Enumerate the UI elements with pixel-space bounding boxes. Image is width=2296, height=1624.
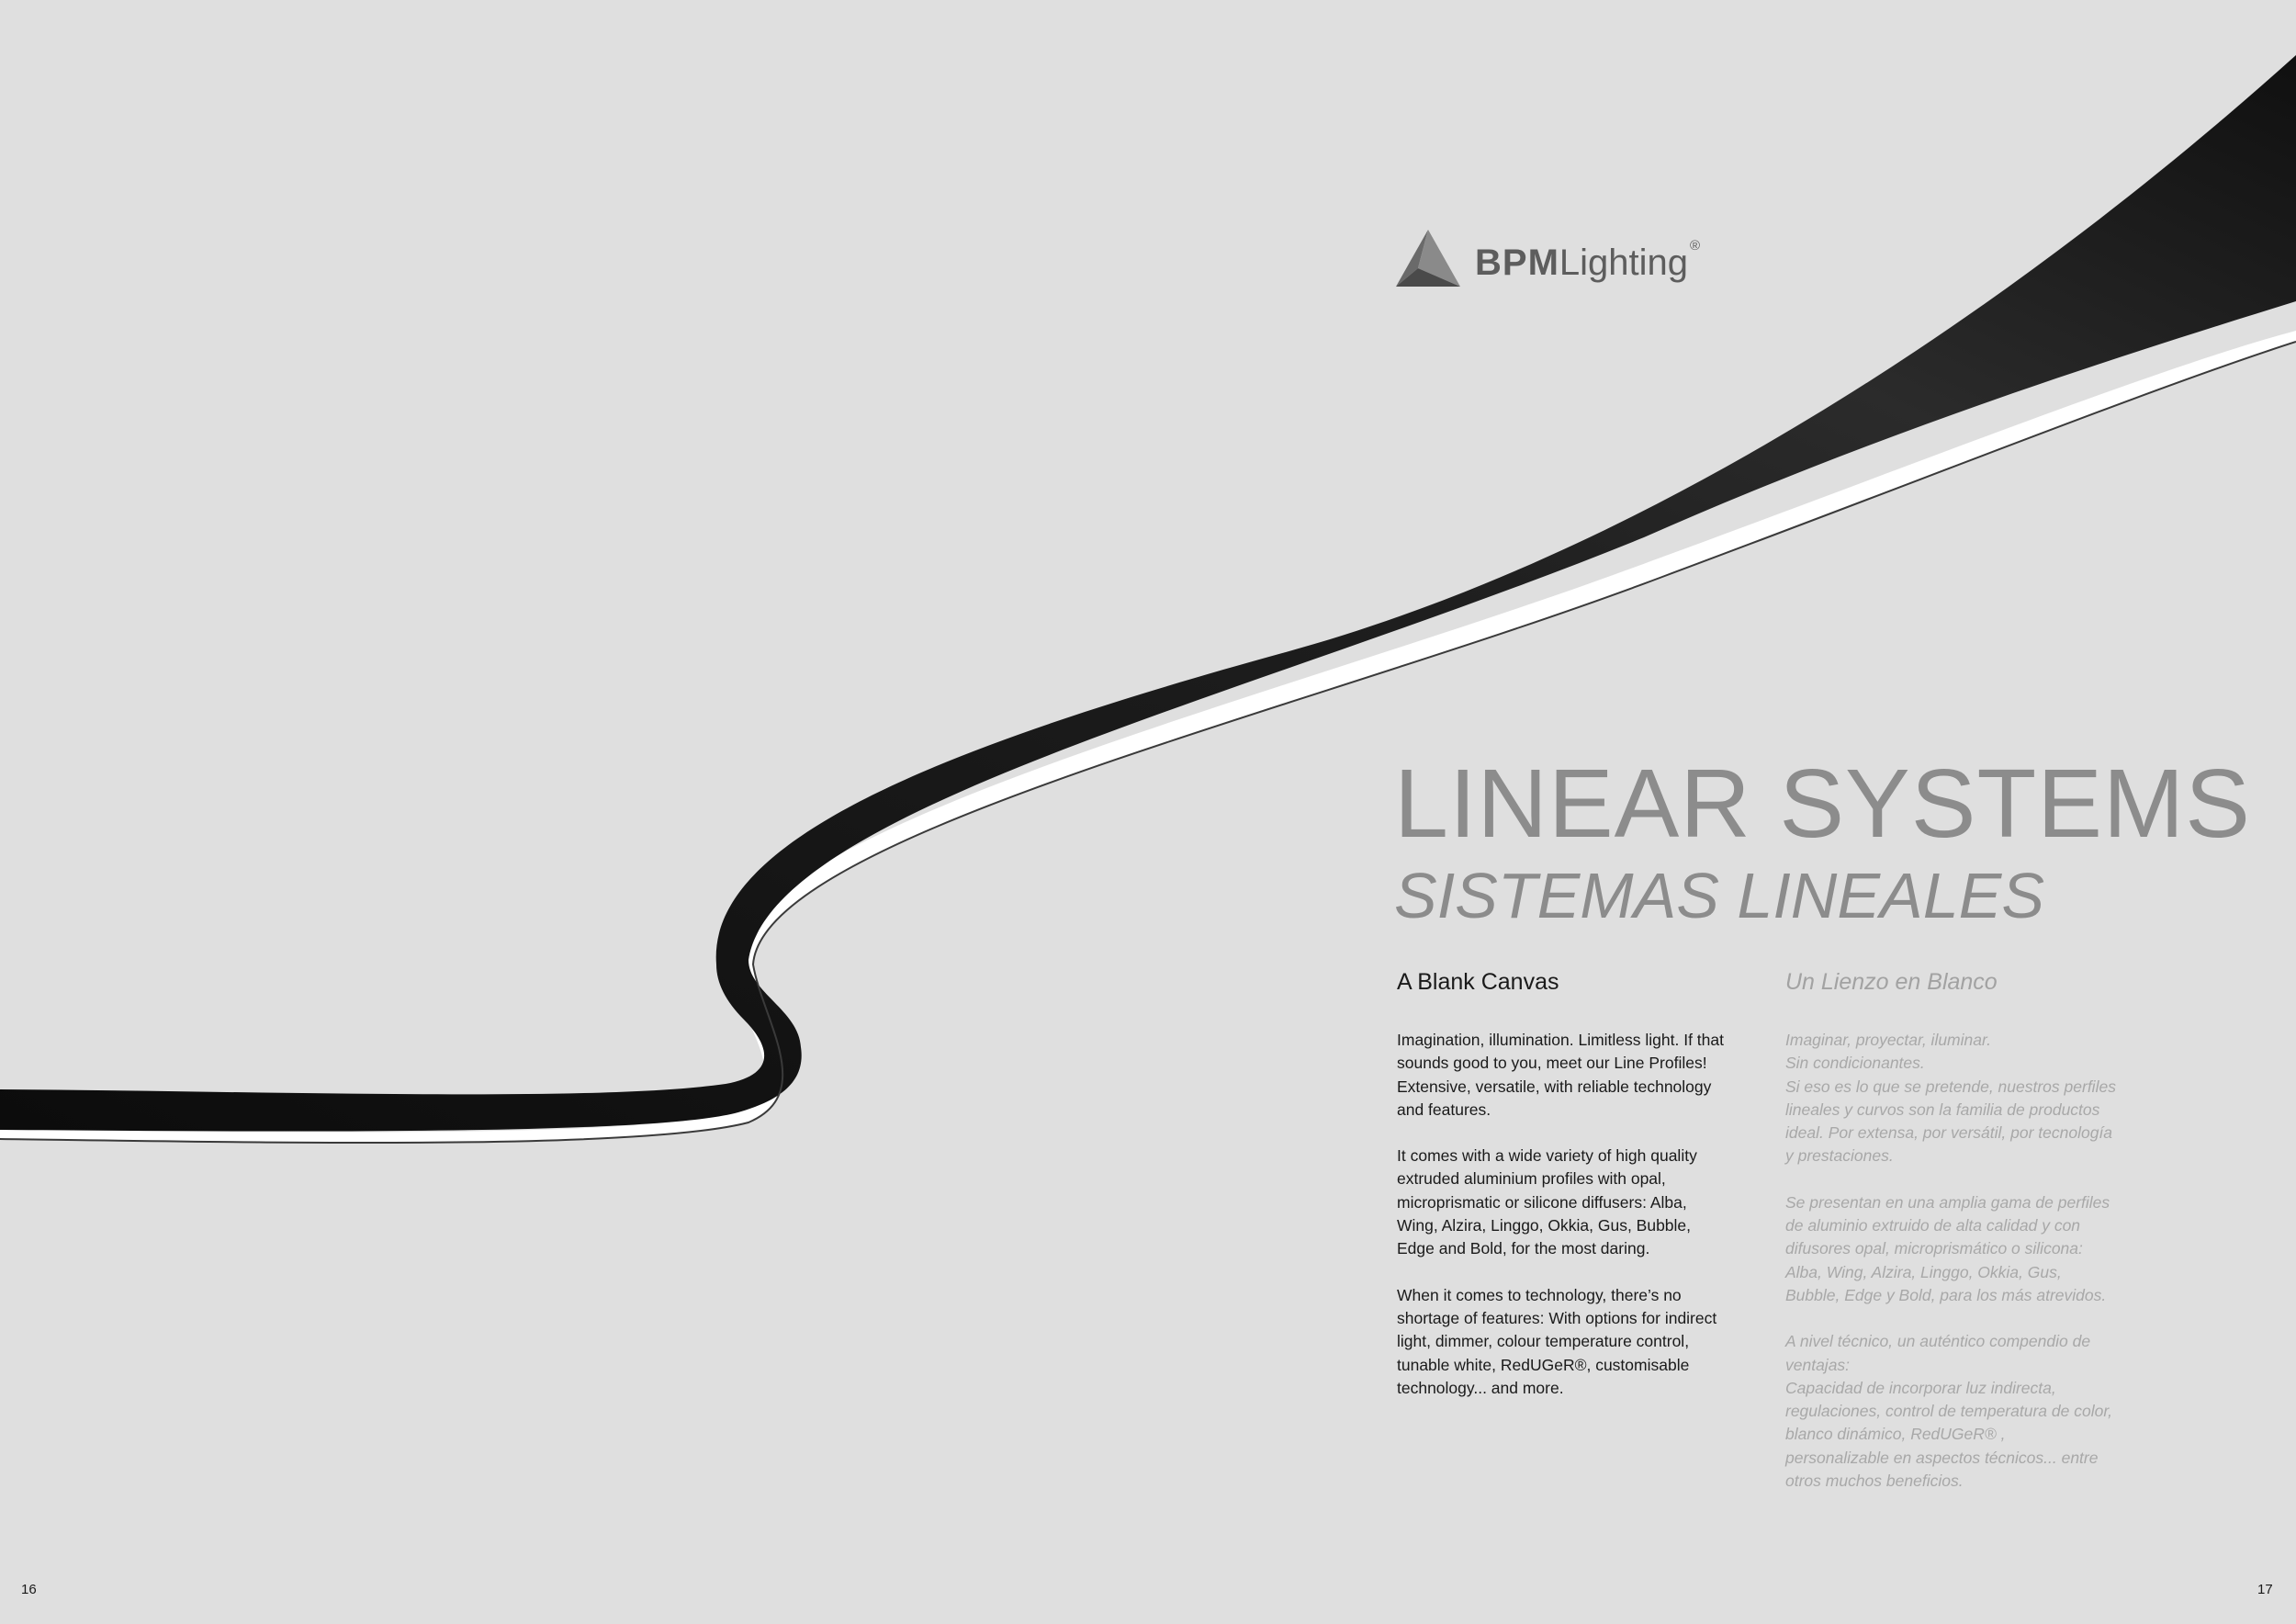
text-line: Alba, Wing, Alzira, Linggo, Okkia, Gus, [1785, 1262, 2062, 1281]
text-line: regulaciones, control de temperatura de color, [1785, 1402, 2113, 1421]
brand-wordmark [1475, 238, 1701, 283]
body-text-spanish [1785, 1029, 2116, 1516]
text-line: personalizable en aspectos técnicos... entre [1785, 1448, 2099, 1467]
text-line: ideal. Por extensa, por versátil, por tecnología [1785, 1123, 2113, 1143]
paragraph [1397, 1284, 1724, 1400]
text-line: Se presentan en una amplia gama de perfiles [1785, 1192, 2110, 1212]
body-text-english [1397, 1029, 1724, 1423]
text-line: tunable white, RedUGeR®, customisable [1397, 1355, 1690, 1374]
text-line: otros muchos beneficios. [1785, 1472, 1964, 1491]
text-line: Imaginar, proyectar, iluminar. [1785, 1031, 1992, 1049]
text-line: extruded aluminium profiles with opal, [1397, 1169, 1666, 1189]
text-line: Si eso es lo que se pretende, nuestros perfiles [1785, 1077, 2116, 1096]
brand-bpm: BPM [1475, 242, 1559, 283]
text-line: When it comes to technology, there’s no [1397, 1285, 1682, 1304]
text-line: Extensive, versatile, with reliable technology [1397, 1077, 1712, 1096]
text-line: sounds good to you, meet our Line Profiles! [1397, 1054, 1707, 1073]
text-line: shortage of features: With options for indirect [1397, 1308, 1717, 1327]
paragraph [1785, 1191, 2116, 1307]
text-line: blanco dinámico, RedUGeR® , [1785, 1425, 2006, 1444]
ribbon-light-diffuser [0, 331, 2296, 1143]
section-heading-english: A Blank Canvas [1397, 969, 1559, 995]
text-line: It comes with a wide variety of high quality [1397, 1146, 1697, 1166]
brand-logo [1394, 226, 1700, 292]
text-line: light, dimmer, colour temperature control, [1397, 1332, 1690, 1351]
paragraph [1397, 1029, 1724, 1122]
paragraph [1785, 1330, 2116, 1493]
text-line: microprismatic or silicone diffusers: Alba, [1397, 1192, 1687, 1212]
paragraph [1397, 1145, 1724, 1260]
text-line: Capacidad de incorporar luz indirecta, [1785, 1378, 2056, 1397]
text-line: Wing, Alzira, Linggo, Okkia, Gus, Bubble, [1397, 1216, 1692, 1235]
text-line: de aluminio extruido de alta calidad y con [1785, 1216, 2081, 1235]
triangle-logo-icon [1394, 228, 1462, 290]
text-line: Bubble, Edge y Bold, para los más atrevidos. [1785, 1285, 2107, 1304]
text-line: Imagination, illumination. Limitless light. If that [1397, 1031, 1724, 1049]
page-title-spanish: SISTEMAS LINEALES [1394, 860, 2045, 931]
text-line: y prestaciones. [1785, 1146, 1894, 1166]
text-line: technology... and more. [1397, 1378, 1564, 1397]
text-line: lineales y curvos son la familia de productos [1785, 1100, 2100, 1119]
page-title-english: LINEAR SYSTEMS [1394, 750, 2251, 858]
page-number-left: 16 [21, 1582, 37, 1597]
paragraph [1785, 1029, 2116, 1168]
text-line: Edge and Bold, for the most daring. [1397, 1239, 1650, 1258]
section-heading-spanish: Un Lienzo en Blanco [1785, 969, 1998, 995]
text-line: difusores opal, microprismático o silicona: [1785, 1239, 2083, 1258]
brand-lighting: Lighting [1559, 242, 1689, 283]
text-line: and features. [1397, 1100, 1491, 1119]
registered-mark: ® [1690, 238, 1701, 254]
text-line: A nivel técnico, un auténtico compendio de [1785, 1332, 2091, 1351]
page-number-right: 17 [2257, 1582, 2273, 1597]
text-line: ventajas: [1785, 1355, 1851, 1374]
text-line: Sin condicionantes. [1785, 1054, 1925, 1073]
